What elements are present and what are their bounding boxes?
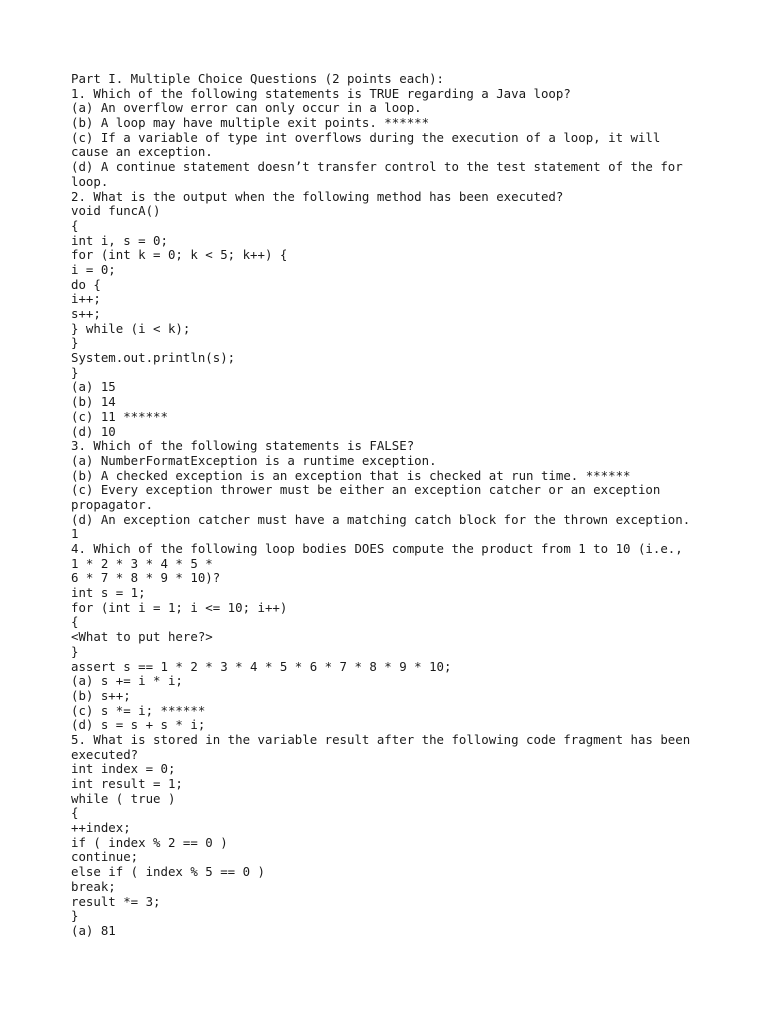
text-line: (a) 81 bbox=[71, 922, 116, 938]
text-line: <What to put here?> bbox=[71, 629, 213, 645]
text-line: 4. Which of the following loop bodies DOES compute the product from 1 to 10 (i.e., bbox=[71, 541, 683, 556]
text-line: for (int i = 1; i <= 10; i++) bbox=[71, 599, 288, 615]
text-line: if ( index % 2 == 0 ) bbox=[71, 834, 228, 850]
text-line: 1. Which of the following statements is TRUE regarding a Java loop? bbox=[71, 85, 571, 101]
text-line: (c) Every exception thrower must be either an exception catcher or an exception bbox=[71, 482, 661, 498]
text-line: (d) 10 bbox=[71, 423, 116, 439]
text-line: i = 0; bbox=[71, 261, 116, 277]
text-line: (b) s++; bbox=[71, 687, 131, 703]
text-line: } bbox=[71, 643, 79, 659]
text-line: (d) A continue statement doesn’t transfer control to the test statement of the for bbox=[71, 159, 683, 175]
text-line: (d) s = s + s * i; bbox=[71, 717, 206, 733]
text-line: int result = 1; bbox=[71, 776, 183, 791]
text-line: (d) An exception catcher must have a matching catch block for the thrown exception. bbox=[71, 511, 691, 527]
text-line: (a) s += i * i; bbox=[71, 673, 183, 689]
text-line: result *= 3; bbox=[71, 893, 161, 909]
text-line: 6 * 7 * 8 * 9 * 10)? bbox=[71, 570, 221, 586]
text-line: continue; bbox=[71, 849, 139, 865]
text-line: (a) An overflow error can only occur in a loop. bbox=[71, 100, 422, 116]
text-line: loop. bbox=[71, 173, 109, 189]
text-line: int index = 0; bbox=[71, 761, 176, 777]
text-line: (c) s *= i; ****** bbox=[71, 702, 206, 718]
text-line: (a) NumberFormatException is a runtime exception. bbox=[71, 452, 437, 468]
text-line: void funcA() bbox=[71, 203, 161, 219]
text-line: 2. What is the output when the following method has been executed? bbox=[71, 188, 564, 204]
text-line: 5. What is stored in the variable result after the following code fragment has been bbox=[71, 731, 691, 747]
text-line: ++index; bbox=[71, 820, 131, 836]
text-line: propagator. bbox=[71, 496, 154, 512]
text-line: (c) 11 ****** bbox=[71, 408, 168, 424]
text-line: } while (i < k); bbox=[71, 320, 191, 336]
text-line: (b) A checked exception is an exception that is checked at run time. ****** bbox=[71, 467, 631, 483]
text-line: executed? bbox=[71, 746, 139, 762]
text-line: { bbox=[71, 217, 79, 233]
text-line: i++; bbox=[71, 291, 101, 307]
text-line: { bbox=[71, 614, 79, 630]
text-line: 1 * 2 * 3 * 4 * 5 * bbox=[71, 555, 213, 571]
text-line: (c) If a variable of type int overflows during the execution of a loop, it will bbox=[71, 129, 661, 145]
text-line: (a) 15 bbox=[71, 379, 116, 395]
text-line: { bbox=[71, 805, 79, 821]
text-line: 3. Which of the following statements is FALSE? bbox=[71, 438, 415, 454]
text-line: for (int k = 0; k < 5; k++) { bbox=[71, 247, 288, 263]
text-line: s++; bbox=[71, 306, 101, 321]
text-line: do { bbox=[71, 276, 101, 292]
text-line: System.out.println(s); bbox=[71, 350, 236, 366]
text-line: int i, s = 0; bbox=[71, 232, 168, 248]
text-line: cause an exception. bbox=[71, 144, 213, 160]
text-line: 1 bbox=[71, 526, 79, 542]
text-line: (b) A loop may have multiple exit points. ****** bbox=[71, 115, 430, 131]
text-line: } bbox=[71, 908, 79, 924]
text-line: (b) 14 bbox=[71, 394, 116, 410]
text-line: int s = 1; bbox=[71, 585, 146, 601]
text-line: } bbox=[71, 364, 79, 380]
text-line: assert s == 1 * 2 * 3 * 4 * 5 * 6 * 7 * 8 * 9 * 10; bbox=[71, 658, 452, 674]
text-line: while ( true ) bbox=[71, 790, 176, 806]
text-line: else if ( index % 5 == 0 ) bbox=[71, 864, 265, 880]
text-line: break; bbox=[71, 878, 116, 894]
text-line: Part I. Multiple Choice Questions (2 points each): bbox=[71, 71, 444, 86]
text-line: } bbox=[71, 335, 79, 351]
document-page bbox=[71, 72, 731, 939]
